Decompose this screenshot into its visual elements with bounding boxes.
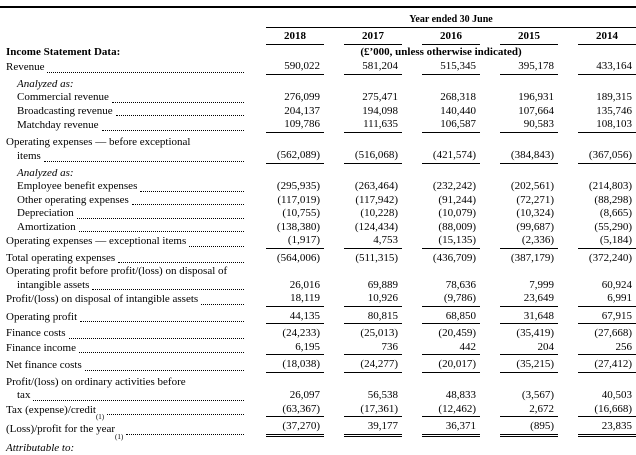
row-label: Operating expenses — before exceptional (0, 136, 246, 150)
year-cell (246, 29, 324, 45)
table-row (0, 376, 636, 390)
value-cell: 23,835 (558, 420, 636, 437)
row-label: Matchday revenue (0, 119, 246, 133)
value-cell: (214,803) (558, 180, 636, 194)
value-cell: 67,915 (558, 310, 636, 325)
value-cell: 36,371 (402, 420, 480, 437)
table-row (0, 78, 636, 92)
year-label: 2014 (578, 29, 636, 45)
value-cell: (372,240) (558, 252, 636, 266)
value-cell: (15,135) (402, 234, 480, 249)
value-cell: 10,926 (324, 292, 402, 307)
table-row (0, 327, 636, 341)
value-cell: (436,709) (402, 252, 480, 266)
row-label: Analyzed as: (0, 78, 246, 92)
value-cols (246, 234, 636, 249)
row-label: (Loss)/profit for the year (1) (0, 423, 246, 437)
table-row (0, 265, 636, 279)
value-cell: (421,574) (402, 149, 480, 164)
dot-leader (201, 303, 244, 305)
value-cell: (91,244) (402, 194, 480, 208)
value-cell: (10,228) (324, 207, 402, 221)
value-cell: (8,665) (558, 207, 636, 221)
value-cell: 6,195 (246, 341, 324, 356)
value-cell: 515,345 (402, 60, 480, 75)
value-cols (246, 105, 636, 119)
value-cell: 2,672 (480, 403, 558, 418)
value-cell: (387,179) (480, 252, 558, 266)
table-row (0, 180, 636, 194)
dot-leader (189, 245, 244, 247)
row-label: tax (0, 389, 246, 403)
dot-leader (112, 101, 244, 103)
value-cols (246, 194, 636, 208)
table-row (0, 136, 636, 150)
value-cell: 194,098 (324, 105, 402, 119)
value-cell: (99,687) (480, 221, 558, 235)
year-label: 2016 (422, 29, 480, 45)
value-cell: 48,833 (402, 389, 480, 403)
row-label: intangible assets (0, 279, 246, 293)
year-ended-spanner: Year ended 30 June (266, 13, 636, 28)
dot-leader (140, 190, 244, 192)
table-row (0, 341, 636, 356)
income-statement-page (0, 6, 636, 441)
value-cell: 204 (480, 341, 558, 356)
value-cols (246, 358, 636, 373)
value-cell: (1,917) (246, 234, 324, 249)
row-label: Operating profit (0, 311, 246, 325)
row-label: Tax (expense)/credit (1) (0, 404, 246, 418)
value-cell: 18,119 (246, 292, 324, 307)
value-cell: (367,056) (558, 149, 636, 164)
row-label: Net finance costs (0, 359, 246, 373)
dot-leader (47, 71, 244, 73)
table-row (0, 105, 636, 119)
year-header-row (0, 28, 636, 45)
value-cell: (20,459) (402, 327, 480, 341)
value-cell: (10,324) (480, 207, 558, 221)
value-cell: 80,815 (324, 310, 402, 325)
value-cell: (55,290) (558, 221, 636, 235)
table-row (0, 207, 636, 221)
value-cell: 204,137 (246, 105, 324, 119)
value-cell: 275,471 (324, 91, 402, 105)
row-label: Depreciation (0, 207, 246, 221)
value-cols (246, 420, 636, 437)
dot-leader (132, 203, 244, 205)
table-row (0, 91, 636, 105)
value-cell: 78,636 (402, 279, 480, 293)
table-body (0, 60, 636, 437)
value-cell: 106,587 (402, 118, 480, 133)
value-cell: (20,017) (402, 358, 480, 373)
dot-leader (102, 129, 244, 131)
value-cell: 189,315 (558, 91, 636, 105)
value-cell: (263,464) (324, 180, 402, 194)
value-cell: 109,786 (246, 118, 324, 133)
value-cell: (138,380) (246, 221, 324, 235)
value-cell: 44,135 (246, 310, 324, 325)
row-label: Analyzed as: (0, 167, 246, 181)
value-cell: (9,786) (402, 292, 480, 307)
value-cols (246, 279, 636, 293)
value-cell: 68,850 (402, 310, 480, 325)
row-label: Finance costs (0, 327, 246, 341)
row-label: Total operating expenses (0, 252, 246, 266)
value-cols (246, 180, 636, 194)
value-cell: 268,318 (402, 91, 480, 105)
value-cell: (17,361) (324, 403, 402, 418)
value-cell: 581,204 (324, 60, 402, 75)
dot-leader (44, 160, 244, 162)
value-cols (246, 118, 636, 133)
dot-leader (92, 288, 244, 290)
dot-leader (77, 217, 244, 219)
value-cols (246, 221, 636, 235)
table-row (0, 60, 636, 75)
value-cell: 256 (558, 341, 636, 356)
value-cell: (18,038) (246, 358, 324, 373)
value-cell: 111,635 (324, 118, 402, 133)
value-cell: (516,068) (324, 149, 402, 164)
value-cell: (35,215) (480, 358, 558, 373)
table-row (0, 358, 636, 373)
row-label: Finance income (0, 342, 246, 356)
value-cell: 69,889 (324, 279, 402, 293)
value-cell: 26,016 (246, 279, 324, 293)
value-cols (246, 310, 636, 325)
row-label: Profit/(loss) on ordinary activities before (0, 376, 246, 390)
value-cell: (124,434) (324, 221, 402, 235)
value-cell: 40,503 (558, 389, 636, 403)
value-cell: 4,753 (324, 234, 402, 249)
table-row (0, 403, 636, 418)
year-cell (558, 29, 636, 45)
table-row (0, 118, 636, 133)
value-cell: (895) (480, 420, 558, 437)
row-label: Revenue (0, 61, 246, 75)
value-cell: 56,538 (324, 389, 402, 403)
year-label: 2017 (344, 29, 402, 45)
value-cell: (202,561) (480, 180, 558, 194)
spanner-row (0, 8, 636, 28)
year-header-cols (246, 29, 636, 45)
value-cols (246, 252, 636, 266)
value-cell: (562,089) (246, 149, 324, 164)
value-cell: 442 (402, 341, 480, 356)
section-title (0, 45, 246, 60)
cutoff-label: Attributable to: (0, 442, 246, 455)
dot-leader (118, 261, 244, 263)
value-cols (246, 403, 636, 418)
section-title-text: Income Statement Data: (6, 45, 120, 60)
value-cols (246, 149, 636, 164)
value-cols (246, 292, 636, 307)
table-row (0, 194, 636, 208)
value-cell: 60,924 (558, 279, 636, 293)
value-cell: (564,006) (246, 252, 324, 266)
value-cell: (24,233) (246, 327, 324, 341)
year-cell (402, 29, 480, 45)
table-row (0, 292, 636, 307)
value-cell: 39,177 (324, 420, 402, 437)
value-cell: 276,099 (246, 91, 324, 105)
value-cell: (117,019) (246, 194, 324, 208)
value-cell: (35,419) (480, 327, 558, 341)
value-cell: 395,178 (480, 60, 558, 75)
year-cell (480, 29, 558, 45)
value-cell: (384,843) (480, 149, 558, 164)
value-cell: (27,412) (558, 358, 636, 373)
value-cols (246, 389, 636, 403)
value-cell: (3,567) (480, 389, 558, 403)
value-cell: (2,336) (480, 234, 558, 249)
value-cell: (5,184) (558, 234, 636, 249)
value-cell: (16,668) (558, 403, 636, 418)
value-cell: (511,315) (324, 252, 402, 266)
dot-leader (126, 433, 244, 435)
value-cell: (117,942) (324, 194, 402, 208)
year-cell (324, 29, 402, 45)
value-cell: 90,583 (480, 118, 558, 133)
value-cell: (12,462) (402, 403, 480, 418)
year-label: 2018 (266, 29, 324, 45)
value-cell: (295,935) (246, 180, 324, 194)
year-label: 2015 (500, 29, 558, 45)
value-cell: (27,668) (558, 327, 636, 341)
row-label: Profit/(loss) on disposal of intangible assets (0, 293, 246, 307)
value-cols (246, 327, 636, 341)
value-cols (246, 60, 636, 75)
value-cell: 31,648 (480, 310, 558, 325)
value-cell: (72,271) (480, 194, 558, 208)
value-cell: 736 (324, 341, 402, 356)
table-row (0, 420, 636, 437)
row-label: Amortization (0, 221, 246, 235)
table-row (0, 221, 636, 235)
table-row (0, 167, 636, 181)
row-label: Broadcasting revenue (0, 105, 246, 119)
row-label: Operating profit before profit/(loss) on disposal of (0, 265, 246, 279)
value-cell: 6,991 (558, 292, 636, 307)
table-row (0, 252, 636, 266)
cutoff-row (0, 442, 636, 455)
dot-leader (80, 320, 244, 322)
value-cell: (37,270) (246, 420, 324, 437)
table-row (0, 234, 636, 249)
value-cell: 108,103 (558, 118, 636, 133)
dot-leader (33, 399, 244, 401)
dot-leader (69, 337, 244, 339)
row-label: Other operating expenses (0, 194, 246, 208)
value-cell: 433,164 (558, 60, 636, 75)
value-cell: (10,755) (246, 207, 324, 221)
value-cell: 23,649 (480, 292, 558, 307)
value-cell: (10,079) (402, 207, 480, 221)
value-cols (246, 341, 636, 356)
value-cell: 26,097 (246, 389, 324, 403)
value-cell: 196,931 (480, 91, 558, 105)
row-label: Commercial revenue (0, 91, 246, 105)
row-label: Employee benefit expenses (0, 180, 246, 194)
value-cell: (24,277) (324, 358, 402, 373)
dot-leader (116, 114, 244, 116)
value-cell: (88,009) (402, 221, 480, 235)
value-cols (246, 91, 636, 105)
value-cell: (63,367) (246, 403, 324, 418)
row-label: items (0, 150, 246, 164)
dot-leader (107, 413, 244, 415)
value-cell: 135,746 (558, 105, 636, 119)
dot-leader (85, 369, 244, 371)
value-cell: (25,013) (324, 327, 402, 341)
value-cell: (88,298) (558, 194, 636, 208)
dot-leader (79, 351, 244, 353)
dot-leader (79, 230, 244, 232)
table-row (0, 279, 636, 293)
table-row (0, 389, 636, 403)
value-cell: 7,999 (480, 279, 558, 293)
row-label: Operating expenses — exceptional items (0, 235, 246, 249)
units-note: (£’000, unless otherwise indicated) (246, 45, 636, 60)
value-cell: (232,242) (402, 180, 480, 194)
table-row (0, 310, 636, 325)
value-cell: 590,022 (246, 60, 324, 75)
section-header-row (0, 45, 636, 60)
table-row (0, 149, 636, 164)
value-cell: 107,664 (480, 105, 558, 119)
value-cell: 140,440 (402, 105, 480, 119)
value-cols (246, 207, 636, 221)
